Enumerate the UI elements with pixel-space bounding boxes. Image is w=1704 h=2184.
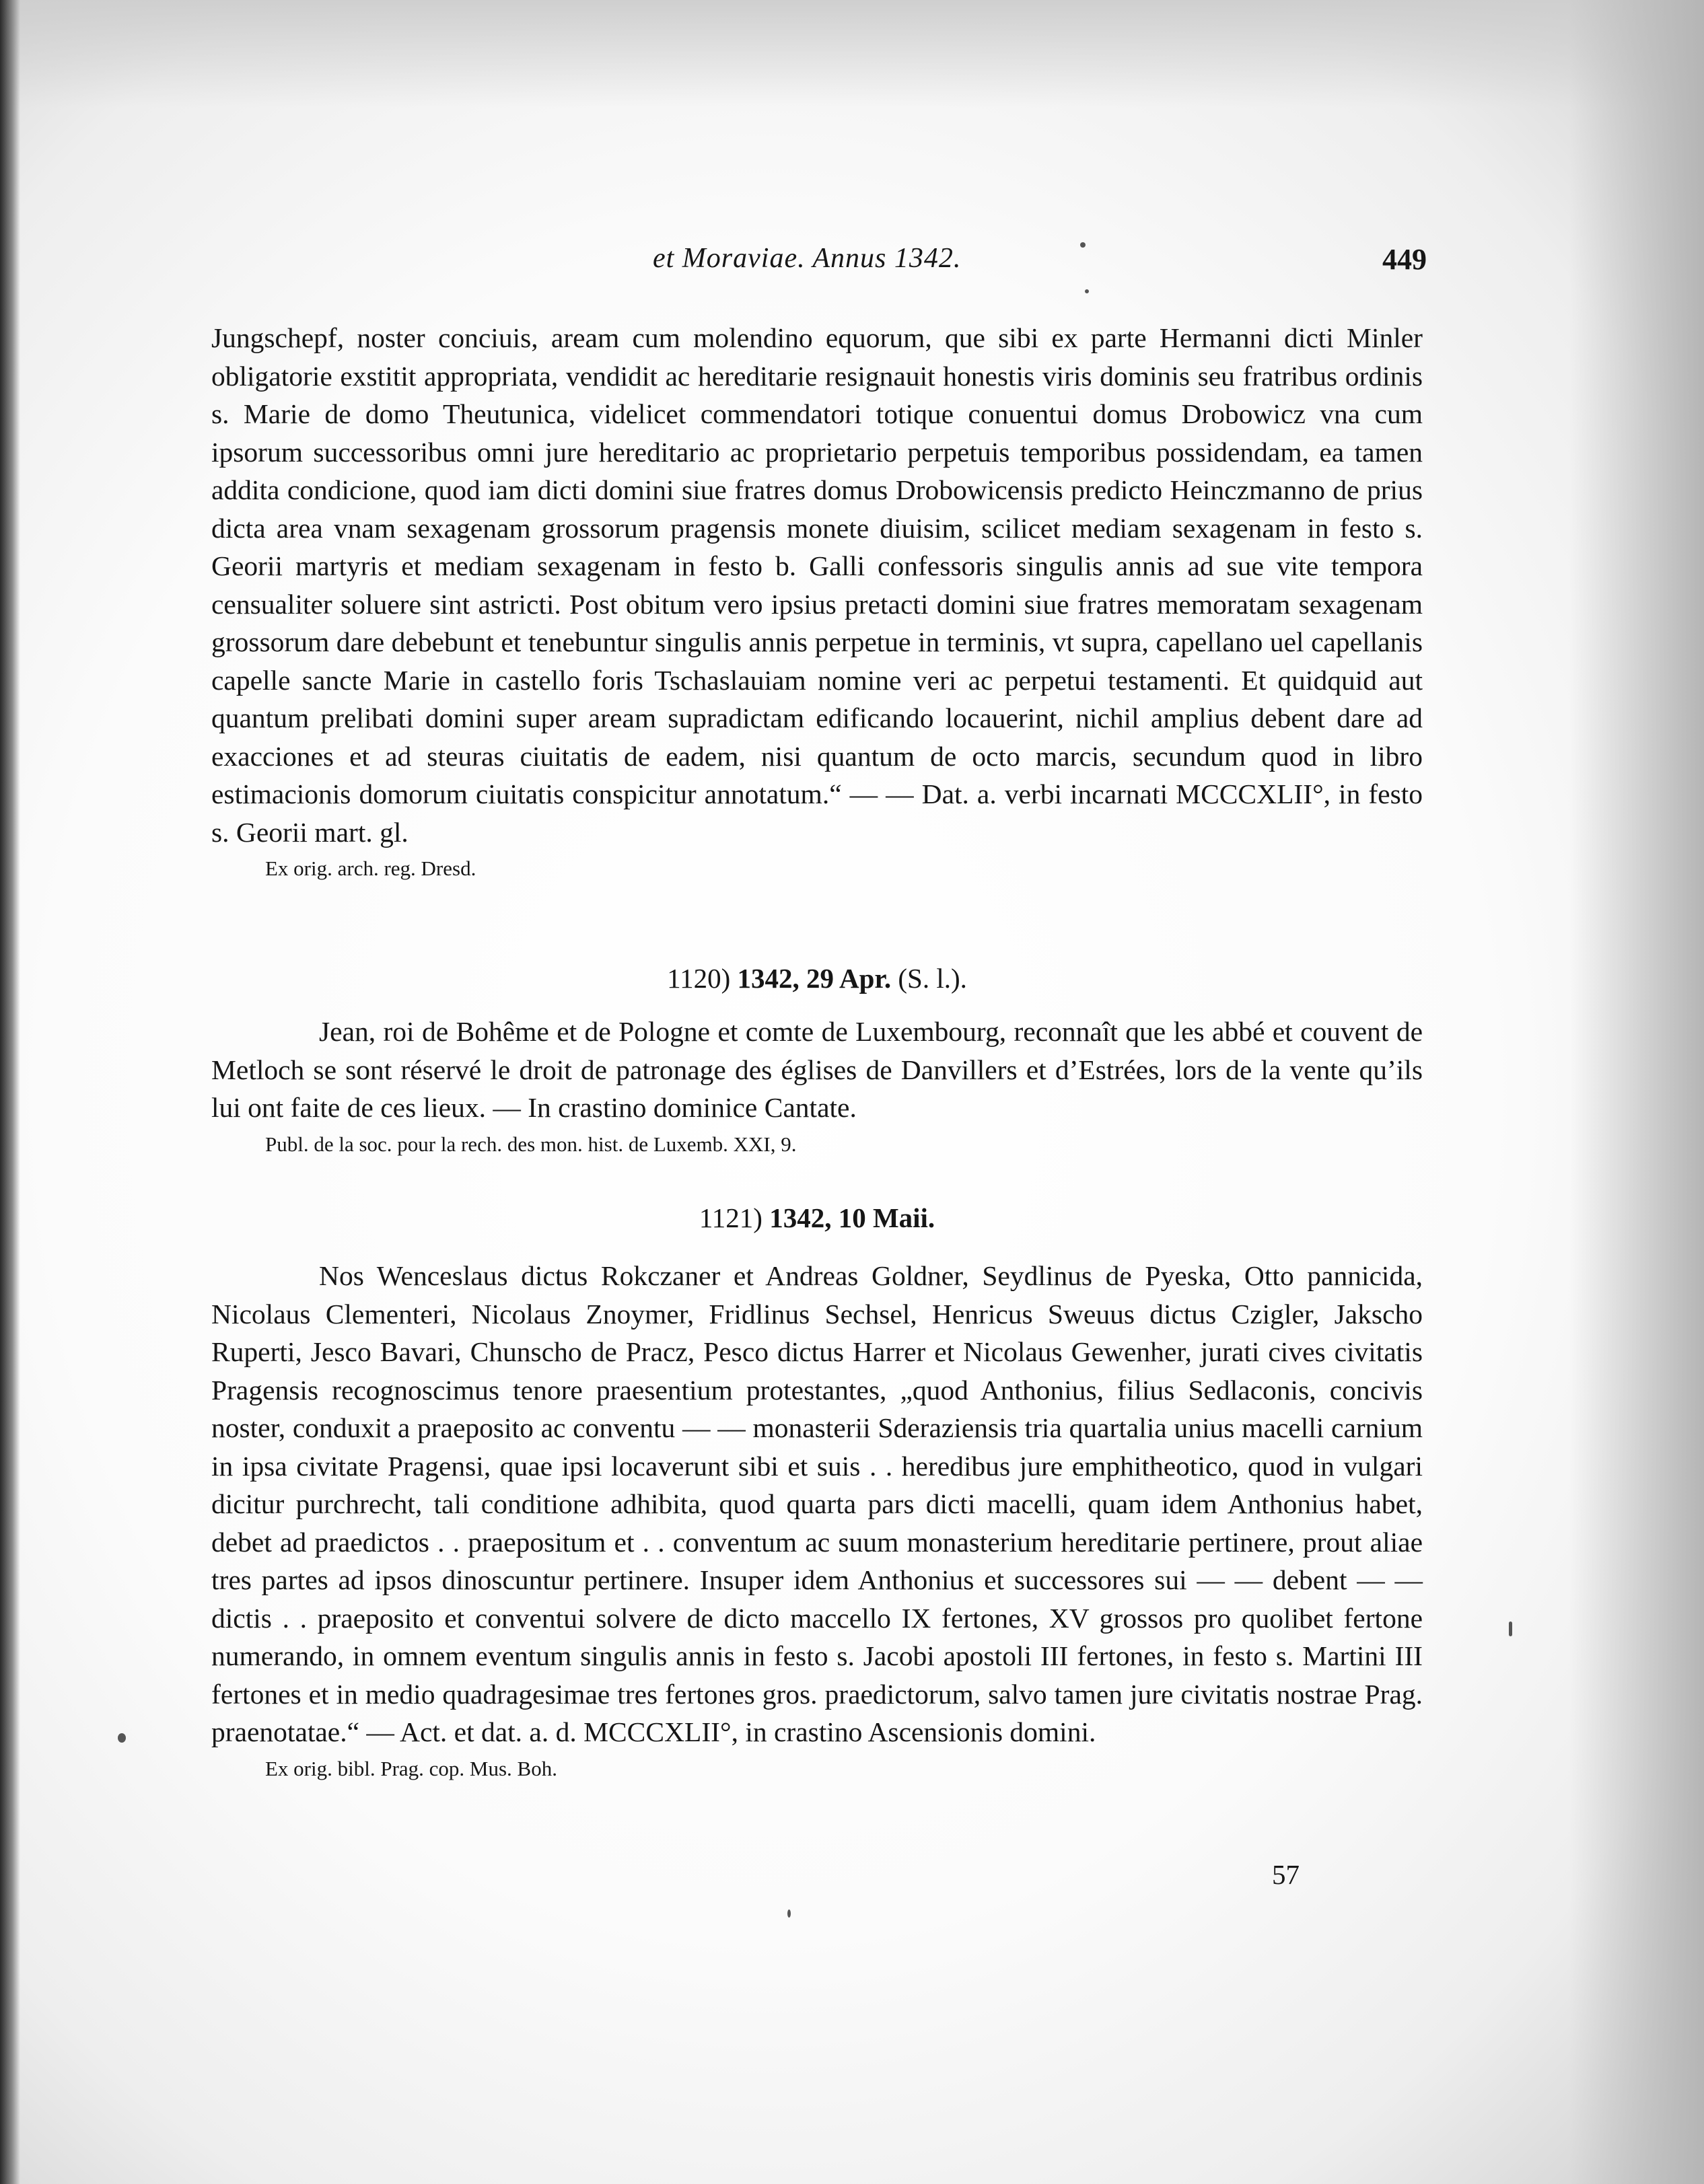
signature-mark: 57 (1272, 1859, 1300, 1890)
running-head (209, 242, 1427, 289)
running-title: et Moraviae. Annus 1342. (653, 243, 962, 274)
entry-1121-paragraph: Nos Wenceslaus dictus Rokczaner et Andreas Goldner, Seydlinus de Pyeska, Otto pannicida, Nicolaus Clementeri, Nicolaus Znoymer, Fridlinus Sechsel, Henricus Sweuus dictus Czigler, Jakscho Ruperti, Jesco Bavari, Chunscho de Pracz, Pesco dictus Harrer et Nicolaus Gewenher, jurati cives civitatis Pragensis recognoscimus tenore praesentium protestantes, „quod Anthonius, filius Sedlaconis, concivis noster, conduxit a praeposito ac conventu — — monasterii Sderaziensis tria quartalia unius macelli carnium in ipsa civitate Pragensi, quae ipsi locaverunt sibi et suis . . heredibus jure emphitheotico, quod in vulgari dicitur purchrecht, tali conditione adhibita, quod quarta pars dicti macelli, quam idem Anthonius habet, debet ad praedictos . . praepositum et . . conventum ac suum monasterium hereditarie pertinere, prout aliae tres partes ad ipsos dinoscuntur pertinere. Insuper idem Anthonius et successores sui — — debent — — dictis . . praeposito et conventui solvere de dicto maccello IX fertones, XV grossos pro quolibet fertone numerando, in omnem eventum singulis annis in festo s. Jacobi apostoli III fertones, in festo s. Martini III fertones et in medio quadragesimae tres fertones gros. praedictorum, salvo tamen jure civitatis nostrae Prag. praenotatae.“ — Act. et dat. a. d. MCCCXLII°, in crastino Ascensionis domini. (211, 1260, 1423, 1747)
continuation-section (211, 319, 1423, 882)
entry-1120-source: Publ. de la soc. pour la rech. des mon. hist. de Luxemb. XXI, 9. (265, 1132, 797, 1156)
continuation-source: Ex orig. arch. reg. Dresd. (265, 857, 476, 880)
scan-right-shadow (1569, 0, 1704, 2184)
entry-1120-heading (211, 962, 1423, 994)
page-number: 449 (1382, 243, 1427, 276)
scan-speck (1509, 1622, 1512, 1636)
scan-left-edge (0, 0, 20, 2184)
entry-1120-section (211, 1013, 1423, 1158)
entry-1120-number: 1120) (667, 963, 731, 994)
scan-speck (1080, 242, 1086, 248)
entry-1121-date: 1342, 10 Maii. (769, 1202, 935, 1233)
entry-1120-date: 1342, 29 Apr. (737, 963, 892, 994)
entry-1121-source: Ex orig. bibl. Prag. cop. Mus. Boh. (265, 1756, 557, 1780)
entry-1121-heading (211, 1202, 1423, 1234)
entry-1121-section (211, 1257, 1423, 1782)
scan-speck (787, 1909, 791, 1918)
entry-1120-paragraph: Jean, roi de Bohême et de Pologne et comte de Luxembourg, reconnaît que les abbé et couvent de Metloch se sont réservé le droit de patronage des églises de Danvillers et d’Estrées, lors de la vente qu’ils lui ont faite de ces lieux. — In crastino dominice Cantate. (211, 1016, 1423, 1123)
scan-speck (1085, 289, 1089, 293)
continuation-paragraph: Jungschepf, noster conciuis, aream cum molendino equorum, que sibi ex parte Hermanni dicti Minler obligatorie exstitit appropriata, vendidit ac hereditarie resignauit honestis viris dominis seu fratribus ordinis s. Marie de domo Theutunica, videlicet commendatori totique conuentui domus Drobowicz vna cum ipsorum successoribus omni jure hereditario ac proprietario perpetuis temporibus possidendam, ea tamen addita condicione, quod iam dicti domini siue fratres domus Drobowicensis predicto Heinczmanno de prius dicta area vnam sexagenam grossorum pragensis monete diuisim, scilicet mediam sexagenam in festo s. Georii martyris et mediam sexagenam in festo b. Galli confessoris singulis annis ad sue vite tempora censualiter soluere sint astricti. Post obitum vero ipsius pretacti domini siue fratres memoratam sexagenam grossorum dare debebunt et tenebuntur singulis annis perpetue in terminis, vt supra, capellano uel capellanis capelle sancte Marie in castello foris Tschaslauiam nomine veri ac perpetui testamenti. Et quidquid aut quantum prelibati domini super aream supradictam edificando locauerint, nichil amplius debent dare ad exacciones et ad steuras ciuitatis de eadem, nisi quantum de octo marcis, secundum quod in libro estimacionis domorum ciuitatis conspicitur annotatum.“ — — Dat. a. verbi incarnati MCCCXLII°, in festo s. Georii mart. gl. (211, 322, 1423, 848)
scan-speck (118, 1733, 126, 1743)
entry-1121-number: 1121) (699, 1202, 762, 1233)
entry-1120-place: (S. l.). (898, 963, 967, 994)
scan-top-shadow (0, 0, 1704, 108)
